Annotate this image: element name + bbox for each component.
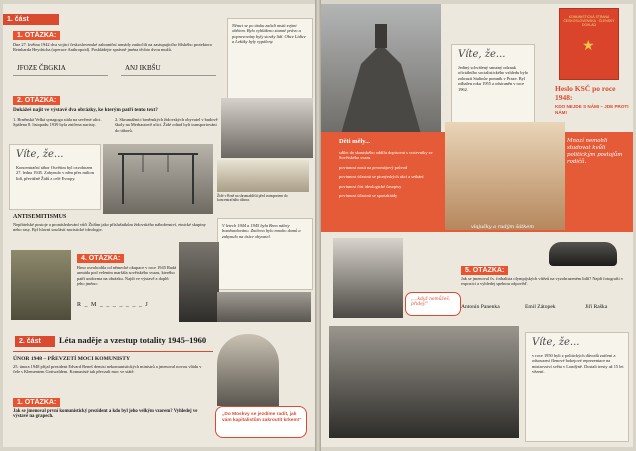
task1-text: Dne 27. května 1942 dva vojáci československé zahraniční armády zaútočili na zastupujícího říšského protektora Reinharda Heydricha (operace Anthropoid). Poskládejte správně jména těchto dvou mužů. — [13, 42, 212, 53]
part2-title: Léta naděje a vzestup totality 1945–1960 — [59, 335, 207, 345]
soldier-photo — [179, 242, 219, 322]
task1-label: 1. OTÁZKA: — [13, 31, 60, 40]
answer-line-2[interactable] — [121, 75, 216, 76]
part1-label: 1. část — [3, 14, 59, 25]
deti-item: povinnost číst ideologické časopisy — [339, 183, 402, 189]
deti-item: sdílet do skautského oddílu dopisovat s vrstevníky ze Sovětského svazu — [339, 150, 433, 161]
task1-name2: ANJ IKBŠU — [125, 64, 161, 72]
motto-title: Heslo KSČ po roce 1948: — [555, 84, 616, 102]
deti-panel — [321, 132, 633, 232]
task1-name1: JFOZE ČBGKIA — [17, 64, 66, 72]
task4-text: Brno osvobodila od německé okupace v roce 1945 Rudá armáda pod velením maršála sovětského svazu, kterého patří uniforma na obrázku. Najdi ve výstavě a doplň jeho jméno: — [77, 265, 177, 287]
caption-pionyr: vlajušky a rudým šátkem — [471, 224, 535, 230]
side-note-box — [227, 18, 313, 100]
part2-label-left: 2. část — [15, 336, 55, 347]
stalin-monument-photo — [321, 4, 441, 134]
unor-text: 25. února 1948 přijal prezident Edvard Beneš demisi nekomunistických ministrů a jmenoval novou vládu v čele s Klementem Gottwaldem. Komunisté tak převzali moc ve státě. — [13, 364, 202, 375]
vite-ze-1-title: Víte, že... — [16, 149, 64, 160]
task2-label: 2. OTÁZKA: — [13, 96, 60, 105]
caption-1: Židé v Brně na shromaždišti před transportem do koncentračního tábora. — [217, 194, 288, 203]
party-card — [559, 8, 619, 80]
zatopek-photo — [333, 238, 403, 318]
sport-option-3[interactable]: Jiří Raška — [585, 304, 608, 310]
sport-option-1[interactable]: Antonín Panenka — [461, 304, 500, 310]
pioneers-photo — [445, 122, 565, 230]
gallows-photo — [103, 144, 213, 214]
part2-rule — [13, 351, 213, 352]
handwriting-side: Mnozí nemohli studovat kvůli politickým postojům rodičů. — [567, 138, 623, 165]
task2-p2: 2. Skrumážníci brněnských židovských obyvatel v budově školy na Merhautově ulici. Židé odtud byli transportováni do táborů. — [115, 117, 218, 133]
left-page — [3, 4, 315, 447]
side-note-text: Němci se po útoku začali mstít svými obětem. Bylo vyhlášeno stanné právo a popravovány byly stovky lidí. Obce Lidice a Ležáky byly vypáleny. — [232, 23, 306, 45]
sport-label: 5. OTÁZKA: — [461, 266, 508, 275]
gottwald-portrait — [217, 334, 279, 406]
party-card-text: KOMUNISTICKÁ STRANA ČESKOSLOVENSKA · ČLENSKÝ DOKLAD — [563, 15, 615, 28]
speech-bubble-2 — [405, 292, 461, 316]
task2-question: Dokážeš najít ve výstavě dva obrázky, ke kterým patří tento text? — [13, 107, 158, 113]
task3-question: Jak se jmenoval první komunistický prezident a kdo byl jeho velkým vzorem? Vyhledej ve výstavě na grapech. — [13, 409, 198, 419]
sport-text: Jak se jmenoval čs. fotbalista olympijských vítězů na vyzobrazeném lidíí? Najdi fotografii v expozici a vyhledej spelnou odpověď. — [461, 276, 624, 287]
sport-option-2[interactable]: Emil Zátopek — [525, 304, 556, 310]
star-of-david-patch — [217, 160, 309, 192]
star-icon: ★ — [582, 37, 595, 53]
task4-label: 4. OTÁZKA: — [77, 254, 124, 263]
vite-ze-3-text: v roce 1950 byli z politických důvodů zatčeni a odsouzeni členové hokejové reprezentace na mistrovství světa v Londýně. Dostali tresty až 15 let vězení. — [532, 353, 624, 375]
vite-ze-3-box — [525, 332, 629, 442]
city-ruins-photo — [217, 292, 311, 322]
vite-ze-1-box — [9, 144, 101, 210]
side-note-2-text: V letech 1944 a 1945 byla Brno nálety bombardováno. Zničeno bylo mnoho domů a zahynulo na tisíce obyvatel. — [222, 223, 301, 239]
vite-ze-2-text: Jediný schválený smutný odznak oficiálního socialistického vzhledu bylo zobrazit Stalinův pomník v Praze. Byl odhalen roku 1955 a odstraněn v roce 1962. — [458, 65, 529, 92]
deti-item: povinnost účastnit se pionýrských akcí a setkání — [339, 174, 424, 180]
antisemitismus-title: ANTISEMITISMUS — [13, 214, 67, 220]
speech-bubble — [215, 406, 307, 438]
hockey-team-photo — [329, 326, 519, 438]
answer-line-1[interactable] — [13, 75, 108, 76]
antisemitismus-text: Nepřátelské postoje a pronásledování vůči Židům jako příslušníkům židovského náboženství, etnické skupiny nebo rasy. Byl hlavní součástí nacistické ideologie. — [13, 222, 206, 233]
explosion-photo — [221, 98, 313, 158]
right-page — [321, 4, 633, 447]
deti-title: Děti měly... — [339, 138, 371, 145]
gallows-illustration — [103, 144, 213, 214]
vite-ze-3-title: Víte, že... — [532, 337, 580, 348]
vite-ze-2-title: Víte, že... — [458, 49, 506, 60]
speech-2-text: „...když nemůžeš, přidej!“ — [411, 297, 451, 308]
speech-text: „Do Moskvy se jezdíme radit, jak vám kapitalistům zakroutit krkem!“ — [222, 412, 302, 423]
motto-text: KDO NEJDE S NÁMI – JDE PROTI NÁM! — [555, 104, 629, 115]
task3-label: 1. OTÁZKA: — [13, 398, 60, 407]
monument-illustration — [321, 4, 441, 134]
task4-answer[interactable]: R _ M _ _ _ _ _ _ _ J — [77, 302, 149, 308]
side-note-2-box — [217, 218, 313, 290]
task2-p1: 1. Brněnská Velká synagoga stála na sevřené ulici. Spálena 8. listopadu 1939 byla zničena nacisty. — [13, 117, 102, 128]
deti-item: povinnost nosit na prvomájový průvod — [339, 164, 408, 170]
vite-ze-1-text: Koncentrační tábor Osvětim byl osvobozen 27. ledna 1945. Zahynulo v něm přes milion lidí, převážně Židů z celé Evropy. — [16, 165, 94, 181]
running-shoe-photo — [549, 242, 617, 266]
deti-item: povinnost účastnit se spartakiády — [339, 193, 398, 199]
deti-list — [339, 150, 441, 202]
unor-title: ÚNOR 1948 – PŘEVZETÍ MOCI KOMUNISTY — [13, 356, 131, 362]
uniform-photo — [11, 250, 71, 320]
